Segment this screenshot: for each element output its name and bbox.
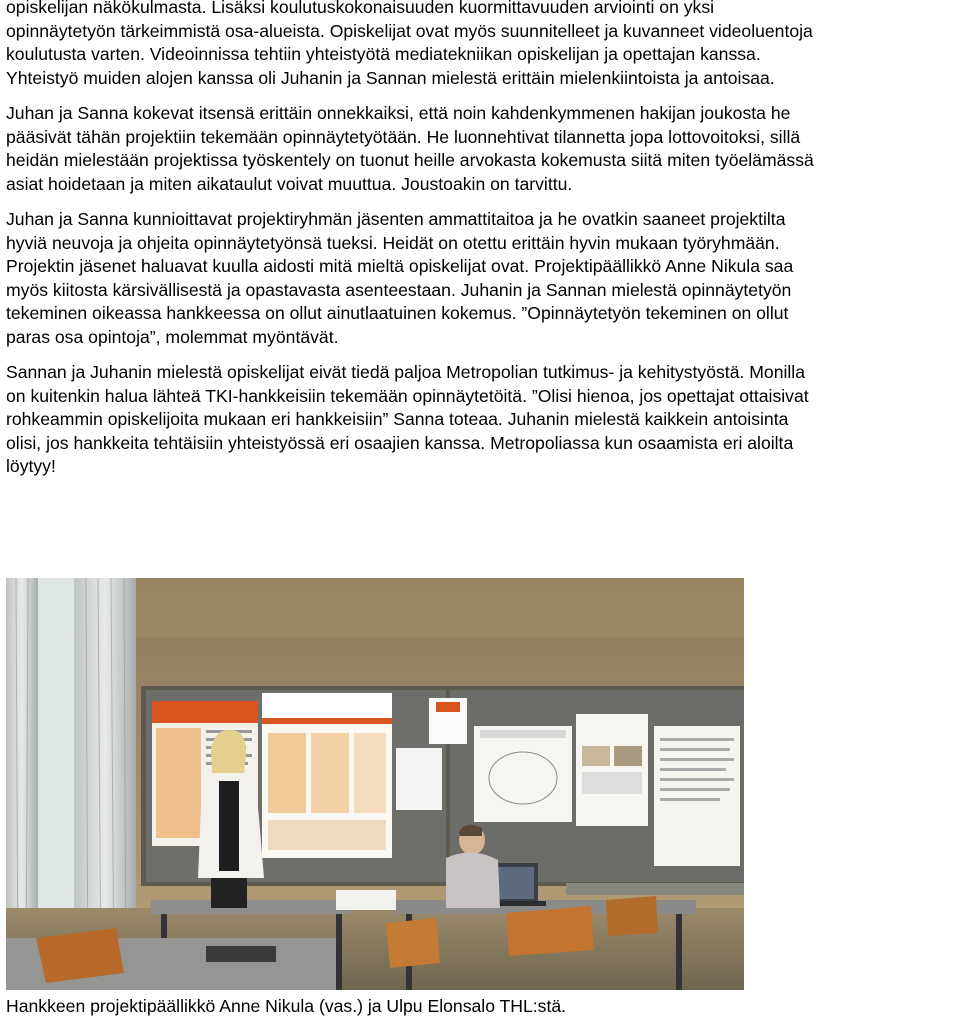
poster-7: [654, 726, 740, 866]
chair-3: [506, 906, 594, 956]
text-line: tekeminen oikeassa hankkeessa on ollut ainutlaatuinen kokemus. ”Opinnäytetyön tekeminen on ollut: [6, 303, 789, 323]
text-line: opinnäytetyön tärkeimmistä osa-alueista. Opiskelijat ovat myös suunnitelleet ja kuvanneet videoluentoja: [6, 20, 813, 41]
text-line: Yhteistyö muiden alojen kanssa oli Juhanin ja Sannan mielestä erittäin mielenkiintoista ja antoisaa.: [6, 67, 775, 88]
text-line: Juhan ja Sanna kokevat itsensä erittäin onnekkaiksi, että noin kahdenkymmenen hakijan joukosta he: [6, 103, 791, 123]
box: [336, 890, 396, 910]
paragraph-1: [6, 0, 956, 90]
chair-2: [386, 918, 440, 968]
paragraph-3: [6, 208, 956, 349]
tablet: [206, 946, 276, 962]
text-line: löytyy!: [6, 456, 56, 476]
photo-caption: Hankkeen projektipäällikkö Anne Nikula (vas.) ja Ulpu Elonsalo THL:stä.: [6, 996, 567, 1016]
poster-3: [429, 698, 467, 744]
text-line: hyviä neuvoja ja ohjeita opinnäytetyönsä tueksi. Heidät on otettu erittäin hyvin mukaan työryhmään.: [6, 232, 780, 253]
table-left: [151, 900, 351, 914]
text-line: pääsivät tähän projektiin tekemään opinnäytetyötään. He luonnehtivat tilannetta jopa lottovoitoksi, sillä: [6, 126, 801, 147]
text-line: koulutusta varten. Videoinnissa tehtiin yhteistyötä mediatekniikan opiskelijan ja opettajan kanssa.: [6, 44, 761, 64]
text-line: on kuitenkin halua lähteä TKI-hankkeisiin tekemään opinnäytetöitä. ”Olisi hienoa, jos opettajat ottaisivat: [6, 385, 809, 406]
text-line: Juhan ja Sanna kunnioittavat projektiryhmän jäsenten ammattitaitoa ja he ovatkin saaneet projektilta: [6, 209, 786, 229]
paragraph-2: [6, 102, 956, 196]
text-line: myös kiitosta kärsivällisestä ja opastavasta asenteestaan. Juhanin ja Sannan mielestä opinnäytetyön: [6, 279, 792, 300]
table-back: [566, 883, 744, 895]
poster-5: [474, 726, 572, 822]
paragraph-4: [6, 361, 956, 479]
chair-4: [606, 896, 658, 936]
photo-classroom: [6, 578, 744, 990]
text-line: rohkeammin opiskelijoita mukaan eri hankkeisiin” Sanna toteaa. Juhanin mielestä kaikkein antoisinta: [6, 409, 789, 429]
text-line: Sannan ja Juhanin mielestä opiskelijat eivät tiedä paljoa Metropolian tutkimus- ja kehitystyöstä. Monilla: [6, 362, 805, 382]
poster-4: [396, 748, 442, 810]
text-line: heidän mielestään projektissa työskentely on tuonut heille arvokasta kokemusta siitä miten työelämässä: [6, 150, 814, 170]
text-line: asiat hoidetaan ja miten aikataulut voivat muuttua. Joustoakin on tarvittu.: [6, 173, 573, 194]
text-line: olisi, jos hankkeita tehtäisiin yhteistyössä eri osaajien kanssa. Metropoliassa kun osaamista eri aloilta: [6, 432, 794, 453]
text-line: opiskelijan näkökulmasta. Lisäksi koulutuskokonaisuuden kuormittavuuden arviointi on yksi: [6, 0, 715, 17]
poster-6: [576, 714, 648, 826]
article-body: [6, 0, 956, 491]
text-line: Projektin jäsenet haluavat kuulla aidosti mitä mieltä opiskelijat ovat. Projektipäällikkö Anne Nikula saa: [6, 256, 794, 276]
poster-2: [262, 693, 392, 858]
text-line: paras osa opintoja”, molemmat myöntävät.: [6, 326, 339, 347]
classroom-illustration: [6, 578, 744, 990]
